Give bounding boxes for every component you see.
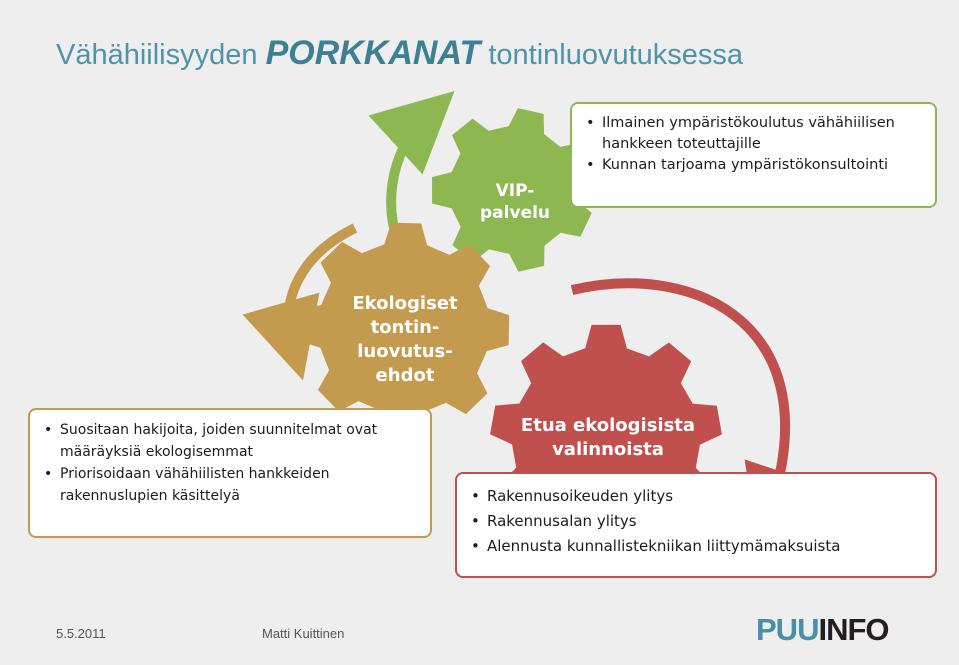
list-item: • Kunnan tarjoama ympäristökonsultointi: [580, 155, 927, 176]
vip-gear-label: [470, 180, 560, 224]
logo-part-puu: PUU: [756, 612, 819, 647]
eco-label-line: Ekologiset: [352, 293, 458, 314]
title-prefix: Vähähiilisyyden: [56, 39, 258, 71]
eco-gear-label: [340, 292, 470, 388]
list-item: • Ilmainen ympäristökoulutus vähähiilisen hankkeen toteuttajille: [580, 113, 927, 155]
vip-label-line: VIP-: [495, 181, 535, 201]
benefit-label-line: Etua ekologisista: [520, 415, 696, 436]
vip-services-list: [580, 113, 927, 176]
eco-label-line: tontin-: [370, 317, 440, 338]
eco-label-line: luovutus-: [357, 341, 453, 362]
title-suffix: tontinluovutuksessa: [488, 39, 744, 71]
list-item: • Rakennusalan ylitys: [465, 509, 927, 534]
benefits-box: [455, 472, 937, 578]
benefits-list: [465, 484, 927, 559]
footer-date: 5.5.2011: [56, 626, 106, 641]
list-item: • Suositaan hakijoita, joiden suunnitelmat ovat määräyksiä ekologisemmat: [38, 419, 422, 463]
list-item: • Priorisoidaan vähähiilisten hankkeiden rakennuslupien käsittelyä: [38, 463, 422, 507]
benefit-gear-label: [508, 414, 708, 462]
puuinfo-logo: [756, 612, 889, 648]
footer-author: Matti Kuittinen: [262, 626, 345, 641]
eco-label-line: ehdot: [375, 365, 435, 386]
logo-part-info: INFO: [818, 612, 889, 647]
vip-services-box: [570, 102, 937, 208]
benefit-label-line: valinnoista: [552, 439, 664, 460]
list-item: • Alennusta kunnallistekniikan liittymämaksuista: [465, 534, 927, 559]
eco-conditions-box: [28, 408, 432, 538]
list-item: • Rakennusoikeuden ylitys: [465, 484, 927, 509]
eco-conditions-list: [38, 419, 422, 507]
title-emphasis: PORKKANAT: [265, 34, 481, 72]
vip-label-line: palvelu: [479, 203, 550, 223]
